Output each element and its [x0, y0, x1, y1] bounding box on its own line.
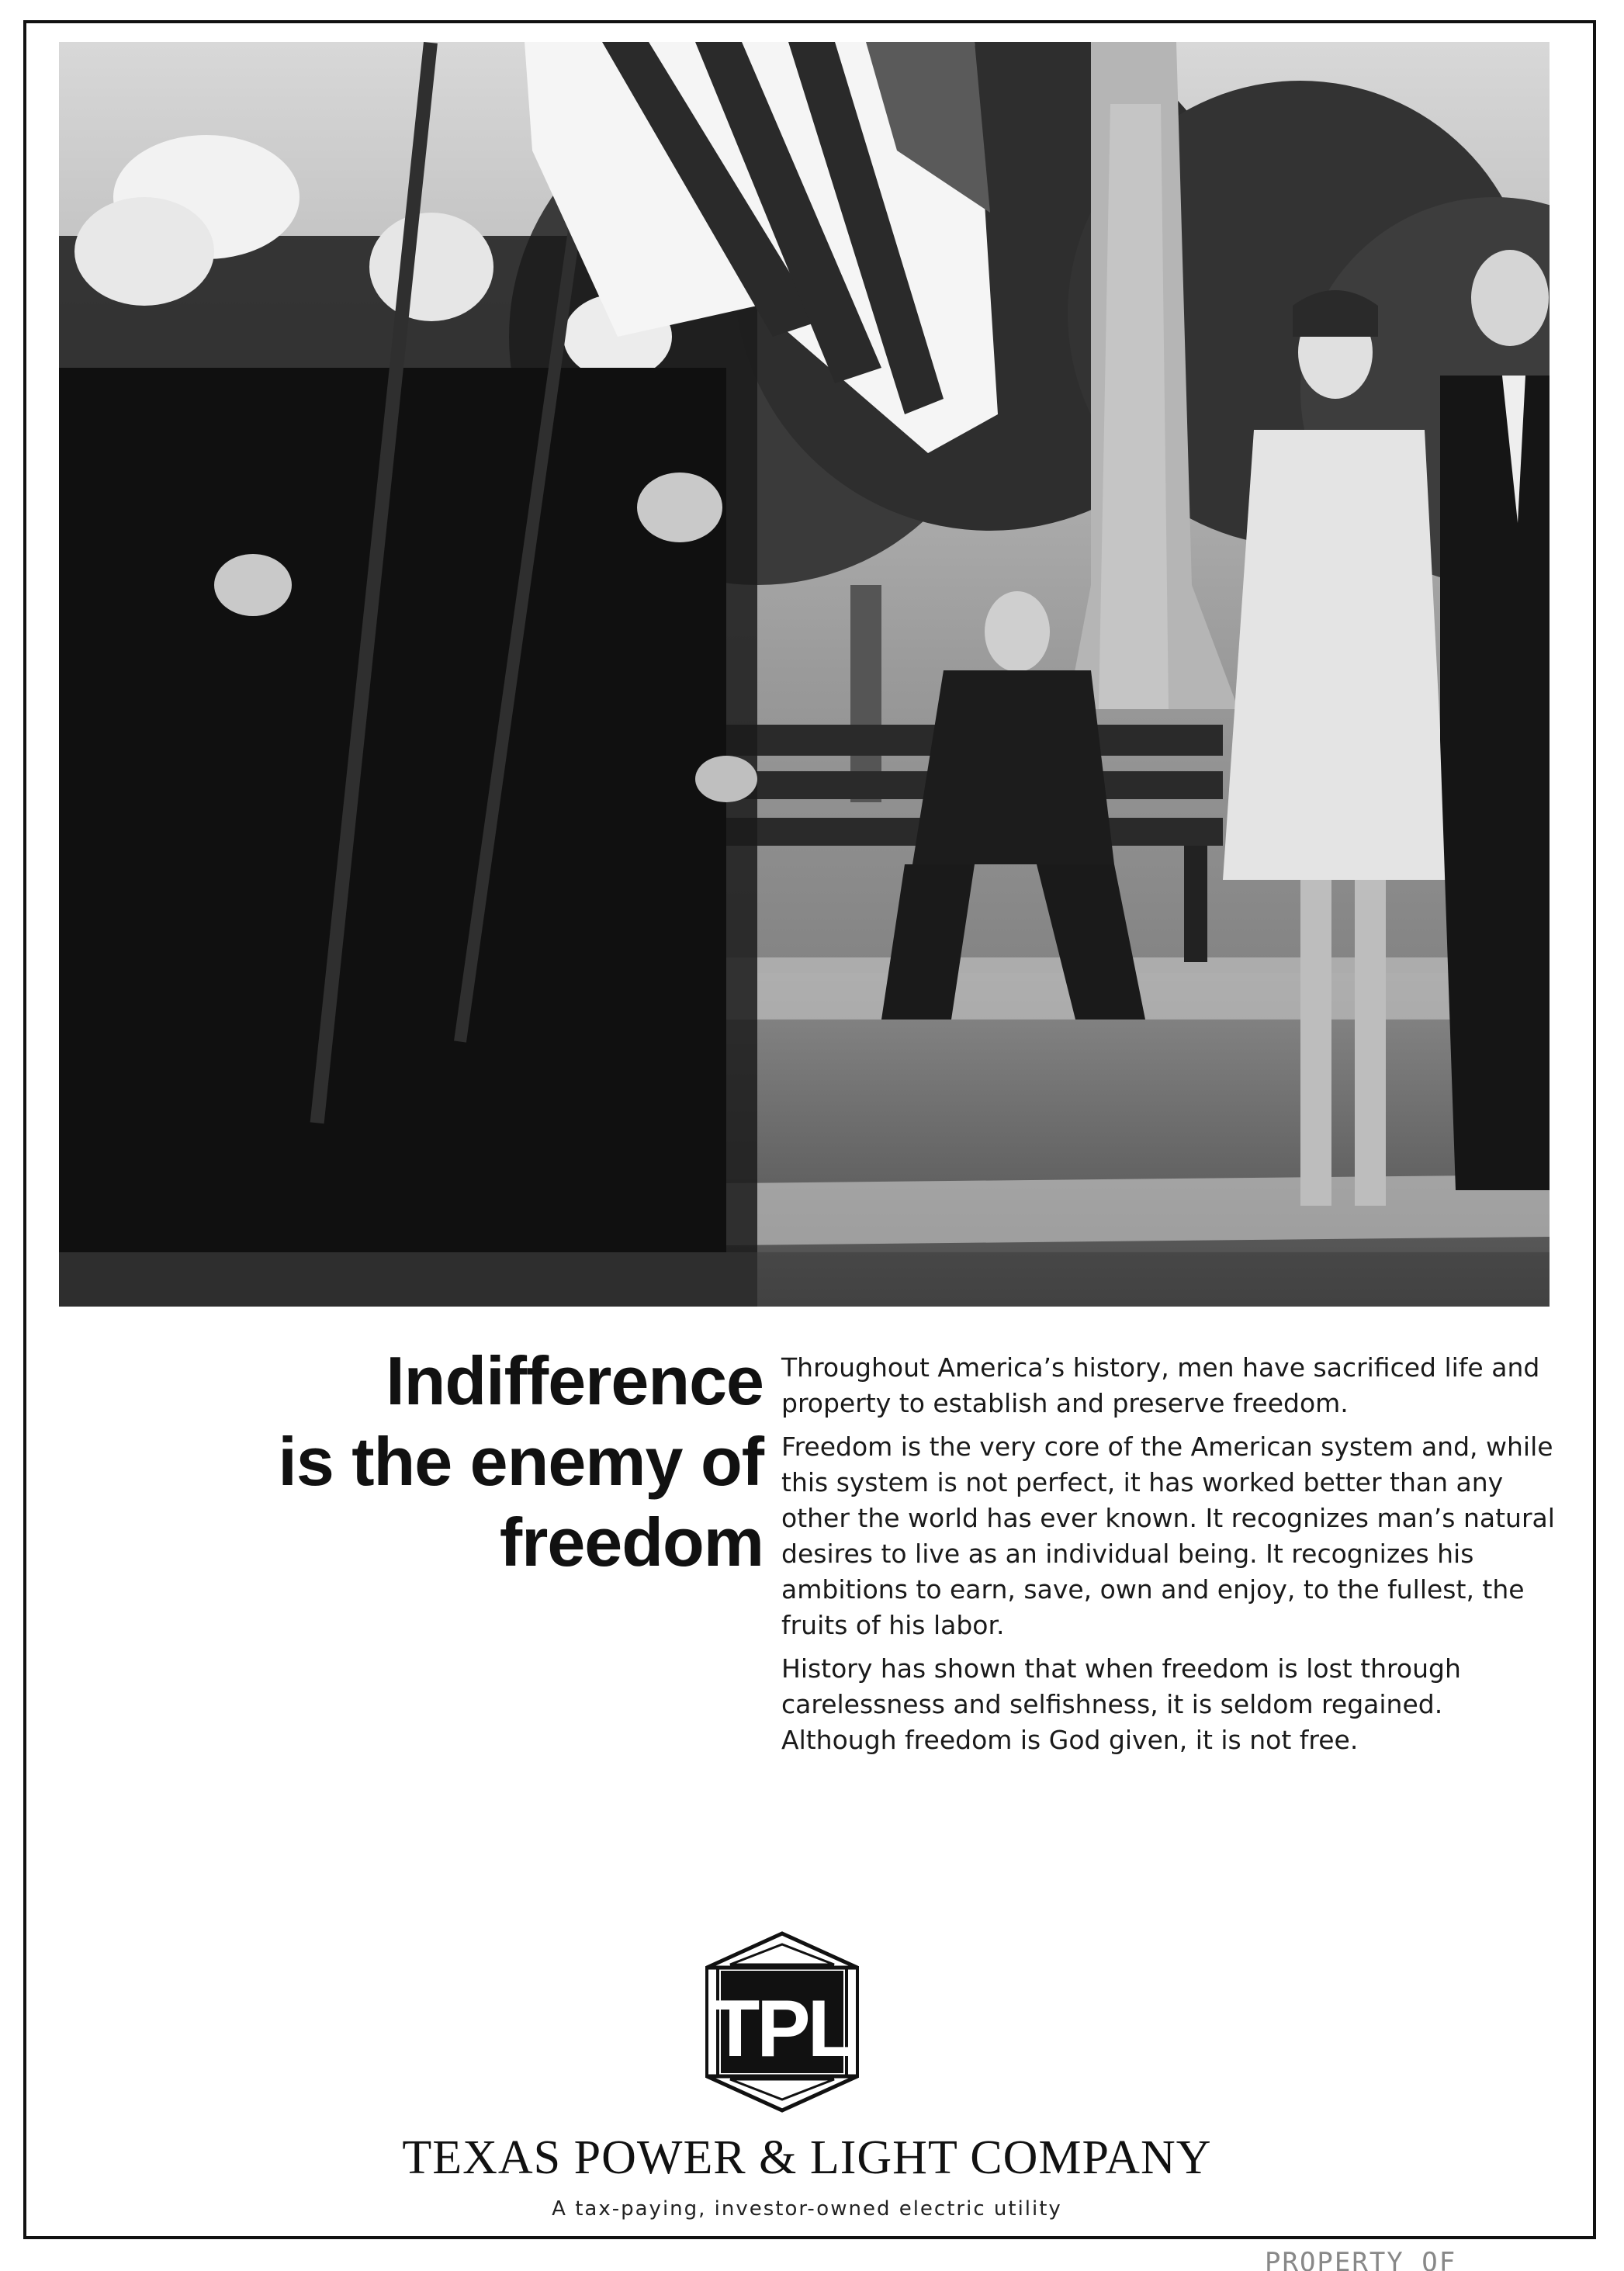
company-tagline: A tax-paying, investor-owned electric utility [552, 2197, 1062, 2221]
photograph [59, 42, 1550, 1307]
headline-line-2: is the enemy of [278, 1423, 764, 1500]
company-name: TEXAS POWER & LIGHT COMPANY [402, 2131, 1212, 2184]
property-stamp: PROPERTY OF [1265, 2247, 1457, 2271]
headline-line-1: Indifference [386, 1342, 764, 1419]
photo-illustration [59, 42, 1550, 1307]
body-paragraph-2: Freedom is the very core of the American system and, while this system is not perfect, it has worked better than any other the world has ever known. It recognizes man’s natural desires to live as an individual being. It recognizes his ambitions to earn, save, own and enjoy, to the fullest, the fruits of his labor. [781, 1431, 1555, 1640]
tpl-logo-graphic [702, 1930, 862, 2113]
body-paragraph-1: Throughout America’s history, men have sacrificed life and property to establish and preserve freedom. [781, 1352, 1540, 1418]
body-copy [781, 1350, 1565, 1766]
headline [155, 1341, 764, 1583]
tpl-logo-icon [702, 1930, 862, 2113]
body-paragraph-3: History has shown that when freedom is lost through carelessness and selfishness, it is seldom regained. Although freedom is God given, it is not free. [781, 1653, 1461, 1755]
headline-line-3: freedom [499, 1504, 764, 1580]
logo-letters: TPL [710, 1984, 854, 2074]
